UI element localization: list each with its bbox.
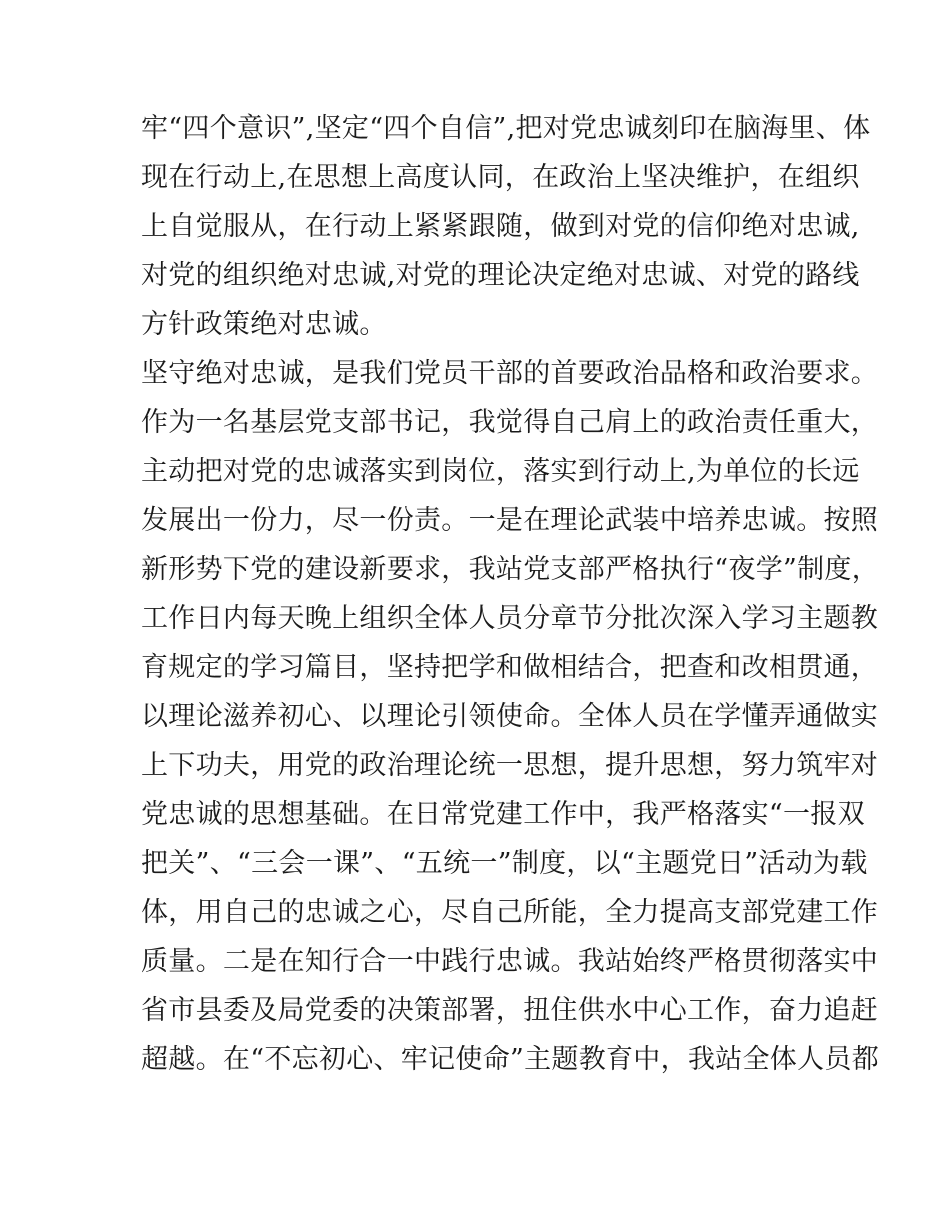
- text-line: 牢“四个意识”,坚定“四个自信”,把对党忠诚刻印在脑海里、体: [141, 113, 871, 144]
- text-line: 发展出一份力，尽一份责。一是在理论武装中培养忠诚。按照: [141, 505, 879, 536]
- text-line: 体，用自己的忠诚之心，尽自己所能，全力提高支部党建工作: [141, 897, 879, 928]
- text-line: 质量。二是在知行合一中践行忠诚。我站始终严格贯彻落实中: [141, 946, 879, 977]
- text-line: 育规定的学习篇目，坚持把学和做相结合，把查和改相贯通，: [141, 652, 879, 683]
- text-line: 现在行动上,在思想上高度认同，在政治上坚决维护，在组织: [141, 162, 860, 193]
- text-line: 把关”、“三会一课”、“五统一”制度，以“主题党日”活动为载: [141, 848, 868, 879]
- text-line: 以理论滋养初心、以理论引领使命。全体人员在学懂弄通做实: [141, 701, 879, 732]
- text-line: 主动把对党的忠诚落实到岗位，落实到行动上,为单位的长远: [141, 456, 860, 487]
- text-line: 对党的组织绝对忠诚,对党的理论决定绝对忠诚、对党的路线: [141, 260, 860, 291]
- text-line: 工作日内每天晚上组织全体人员分章节分批次深入学习主题教: [141, 603, 879, 634]
- text-line: 方针政策绝对忠诚。: [141, 309, 387, 340]
- text-line: 新形势下党的建设新要求，我站党支部严格执行“夜学”制度，: [141, 554, 880, 585]
- text-line: 省市县委及局党委的决策部署，扭住供水中心工作，奋力追赶: [141, 995, 879, 1026]
- text-line: 作为一名基层党支部书记，我觉得自己肩上的政治责任重大，: [141, 407, 879, 438]
- text-line: 超越。在“不忘初心、牢记使命”主题教育中，我站全体人员都: [141, 1044, 880, 1075]
- text-line: 上自觉服从，在行动上紧紧跟随，做到对党的信仰绝对忠诚,: [141, 211, 860, 242]
- text-line: 上下功夫，用党的政治理论统一思想，提升思想，努力筑牢对: [141, 750, 879, 781]
- body-text: [141, 104, 880, 1084]
- text-line: 坚守绝对忠诚，是我们党员干部的首要政治品格和政治要求。: [141, 358, 879, 389]
- text-line: 党忠诚的思想基础。在日常党建工作中，我严格落实“一报双: [141, 799, 865, 830]
